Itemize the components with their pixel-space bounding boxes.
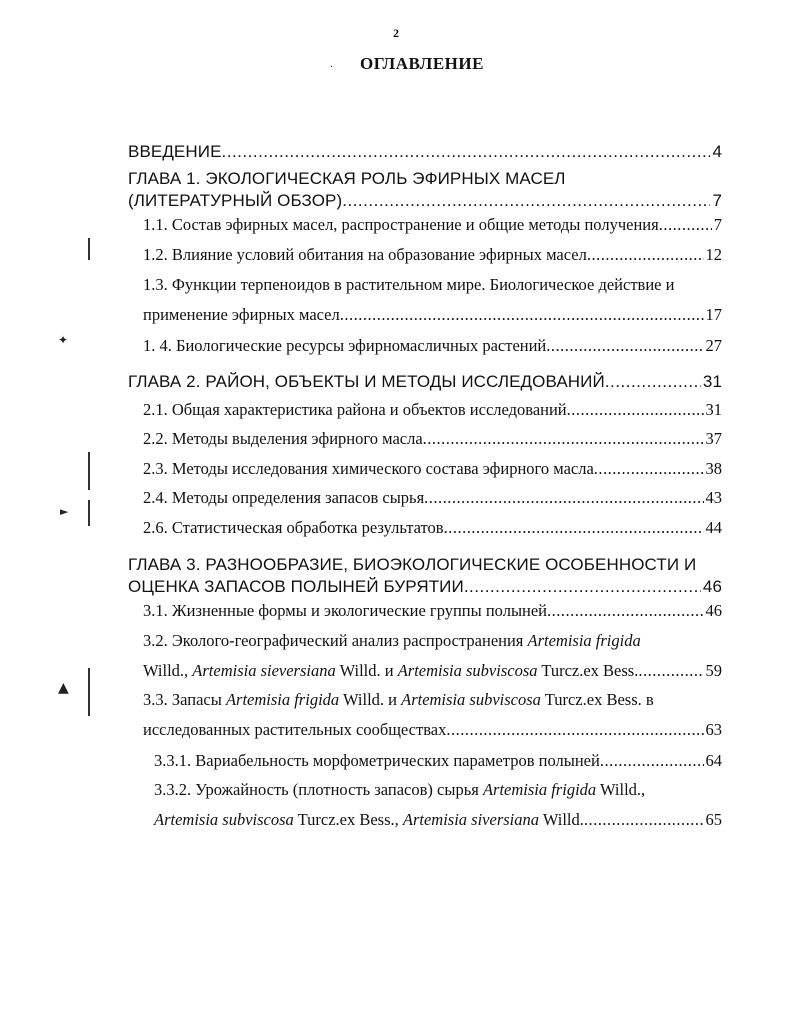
toc-entry-2-2[interactable] [143,429,722,449]
species-name: Artemisia frigida [527,631,641,650]
toc-entry-1-2[interactable] [143,245,722,265]
page-title: ОГЛАВЛЕНИЕ [360,54,484,73]
toc-label-line1: ГЛАВА 1. ЭКОЛОГИЧЕСКАЯ РОЛЬ ЭФИРНЫХ МАСЕЛ [128,169,566,188]
toc-entry-2-3[interactable] [143,459,722,479]
leader-dots [547,601,703,621]
leader-dots [444,518,704,538]
scan-dot-mark: · [330,62,334,73]
margin-bar [88,452,90,490]
toc-label: ГЛАВА 2. РАЙОН, ОБЪЕКТЫ И МЕТОДЫ ИССЛЕДОВАНИЙ [128,372,605,391]
toc-entry-chapter-1[interactable] [128,169,722,211]
toc-page: 37 [705,429,722,448]
species-name: Artemisia siversiana [402,810,540,829]
leader-dots [446,720,703,740]
toc-text: Turcz.ex Bess. [537,661,639,680]
toc-page: 59 [705,661,722,680]
toc-entry-chapter-3[interactable] [128,555,722,597]
toc-label-line1 [154,780,722,800]
toc-label-line2 [143,661,638,681]
toc-label: 1.1. Состав эфирных масел, распространение и общие методы получения [143,215,659,234]
leader-dots [584,810,704,830]
leader-dots [342,191,710,211]
toc-label-line2: ОЦЕНКА ЗАПАСОВ ПОЛЫНЕЙ БУРЯТИИ [128,577,464,596]
toc-page: 17 [705,305,722,324]
toc-entry-chapter-2[interactable] [128,372,722,392]
leader-dots [424,488,703,508]
toc-entry-1-1[interactable] [143,215,722,235]
toc-label: 3.1. Жизненные формы и экологические группы полыней [143,601,548,620]
toc-page: 65 [705,810,722,829]
toc-entry-3-2[interactable] [143,631,722,681]
toc-page: 31 [702,372,722,391]
leader-dots [594,459,704,479]
margin-bar [88,668,90,716]
toc-text: Willd. и [335,661,398,680]
toc-entry-1-4[interactable] [143,336,722,356]
toc-label: 2.4. Методы определения запасов сырья [143,488,425,507]
arrow-marker-icon: ▲ [58,680,69,696]
toc-page: 12 [705,245,722,264]
toc-entry-2-1[interactable] [143,400,722,420]
toc-label: 1. 4. Биологические ресурсы эфирномасличных растений [143,336,547,355]
toc-text: 3.2. Эколого-географический анализ распространения [143,631,528,650]
toc-entry-2-4[interactable] [143,488,722,508]
leader-dots [222,142,711,162]
species-name: Artemisia frigida [482,780,597,799]
leader-dots [600,751,704,771]
arrow-marker-icon: ► [60,505,69,518]
leader-dots [605,372,701,392]
toc-label: 2.2. Методы выделения эфирного масла [143,429,423,448]
toc-entry-1-3[interactable] [143,275,722,325]
toc-page: 31 [705,400,722,419]
toc-label-line2 [154,810,584,830]
leader-dots [638,661,703,681]
leader-dots [546,336,703,356]
species-name: Artemisia sieversiana [192,661,336,680]
margin-bar [88,500,90,526]
toc-page: 43 [705,488,722,507]
toc-label-line2: (ЛИТЕРАТУРНЫЙ ОБЗОР) [128,191,343,210]
toc-page: 46 [702,577,722,596]
toc-page: 7 [712,191,722,210]
toc-label: 3.3.1. Вариабельность морфометрических параметров полыней [154,751,600,770]
toc-text: Willd., [596,780,646,799]
toc-page: 27 [705,336,722,355]
toc-entry-3-3[interactable] [143,690,722,740]
toc-text: Turcz.ex Bess., [293,810,403,829]
leader-dots [423,429,704,449]
toc-text: 3.3.2. Урожайность (плотность запасов) сырья [154,780,483,799]
species-name: Artemisia subviscosa [401,690,541,709]
toc-label-line1 [143,690,722,710]
toc-entry-3-3-1[interactable] [154,751,722,771]
toc-entry-2-6[interactable] [143,518,722,538]
toc-label-line1: ГЛАВА 3. РАЗНООБРАЗИЕ, БИОЭКОЛОГИЧЕСКИЕ ОСОБЕННОСТИ И [128,555,697,574]
toc-label: 2.1. Общая характеристика района и объектов исследований [143,400,567,419]
margin-bar [88,238,90,260]
toc-label: ВВЕДЕНИЕ [128,142,222,161]
arrow-marker-icon: ✦ [58,333,69,347]
toc-text: Turcz.ex Bess. в [540,690,654,709]
toc-text: Willd., [143,661,193,680]
toc-entry-3-1[interactable] [143,601,722,621]
toc-entry-intro[interactable] [128,142,722,162]
leader-dots [567,400,704,420]
species-name: Artemisia subviscosa [154,810,294,829]
leader-dots [587,245,704,265]
toc-entry-3-3-2[interactable] [154,780,722,830]
toc-label: 1.2. Влияние условий обитания на образование эфирных масел [143,245,587,264]
toc-label-line1 [143,631,722,651]
toc-text: 3.3. Запасы [143,690,226,709]
species-name: Artemisia subviscosa [397,661,538,680]
toc-text: Willd. и [339,690,402,709]
species-name: Artemisia frigida [225,690,340,709]
toc-page: 38 [705,459,722,478]
toc-page: 4 [712,142,722,161]
leader-dots [340,305,704,325]
toc-label-line2: применение эфирных масел [143,305,340,324]
toc-label-line1: 1.3. Функции терпеноидов в растительном мире. Биологическое действие и [143,275,675,294]
toc-text: Willd. [539,810,584,829]
page-number: 2 [393,26,399,40]
toc-page: 63 [705,720,722,739]
toc-label-line2: исследованных растительных сообществах [143,720,447,739]
toc-page: 46 [705,601,722,620]
leader-dots [464,577,701,597]
leader-dots [659,215,712,235]
toc-label: 2.6. Статистическая обработка результатов [143,518,444,537]
toc-page: 44 [705,518,722,537]
toc-label: 2.3. Методы исследования химического состава эфирного масла [143,459,594,478]
toc-page: 64 [705,751,722,770]
toc-page: 7 [713,215,722,234]
